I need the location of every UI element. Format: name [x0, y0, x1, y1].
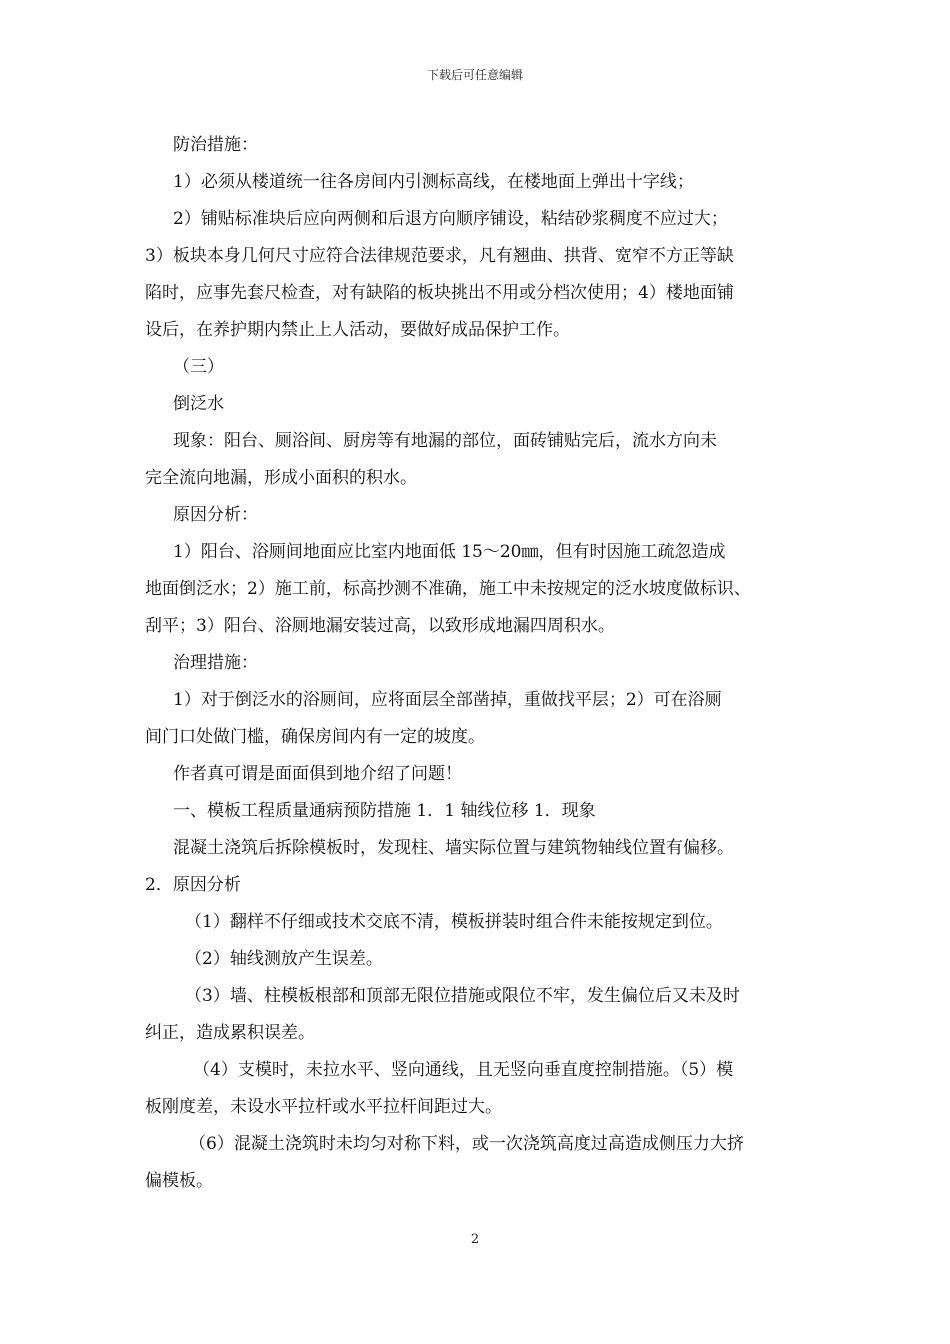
paragraph-line: 偏模板。: [145, 1171, 213, 1191]
paragraph-line: （6）混凝土浇筑时未均匀对称下料，或一次浇筑高度过高造成侧压力大挤: [189, 1134, 744, 1154]
paragraph-line: 一、模板工程质量通病预防措施 1．1 轴线位移 1．现象: [173, 801, 596, 821]
paragraph-line: 1）对于倒泛水的浴厕间，应将面层全部凿掉，重做找平层；2）可在浴厕: [173, 690, 722, 710]
paragraph-line: （2）轴线测放产生误差。: [185, 949, 383, 969]
paragraph-line: 治理措施：: [173, 653, 258, 673]
paragraph-line: 混凝土浇筑后拆除模板时，发现柱、墙实际位置与建筑物轴线位置有偏移。: [173, 838, 734, 858]
paragraph-line: 2）铺贴标准块后应向两侧和后退方向顺序铺设，粘结砂浆稠度不应过大；: [173, 209, 728, 229]
paragraph-line: 间门口处做门槛，确保房间内有一定的坡度。: [145, 727, 485, 747]
paragraph-line: 防治措施：: [173, 135, 258, 155]
paragraph-line: 板刚度差，未设水平拉杆或水平拉杆间距过大。: [145, 1097, 502, 1117]
paragraph-line: （3）墙、柱模板根部和顶部无限位措施或限位不牢，发生偏位后又未及时: [185, 986, 740, 1006]
paragraph-line: 2．原因分析: [145, 875, 241, 895]
paragraph-line: （4）支模时，未拉水平、竖向通线，且无竖向垂直度控制措施。（5）模: [193, 1060, 734, 1080]
paragraph-line: 原因分析：: [173, 505, 258, 525]
paragraph-line: 现象：阳台、厕浴间、厨房等有地漏的部位，面砖铺贴完后，流水方向未: [173, 431, 717, 451]
page-header-note: 下载后可任意编辑: [426, 68, 523, 82]
section-heading: （三）: [173, 357, 224, 377]
paragraph-line: 1）阳台、浴厕间地面应比室内地面低 15～20㎜，但有时因施工疏忽造成: [173, 542, 726, 562]
paragraph-line: 设后，在养护期内禁止上人活动，要做好成品保护工作。: [145, 320, 570, 340]
page-number: 2: [470, 1232, 480, 1247]
document-body: [145, 127, 817, 1200]
paragraph-line: 作者真可谓是面面俱到地介绍了问题！: [173, 764, 462, 784]
section-title: 倒泛水: [173, 394, 224, 414]
paragraph-line: 地面倒泛水；2）施工前，标高抄测不准确，施工中未按规定的泛水坡度做标识、: [145, 579, 751, 599]
paragraph-line: 陷时，应事先套尺检查，对有缺陷的板块挑出不用或分档次使用；4）楼地面铺: [145, 283, 734, 303]
paragraph-line: （1）翻样不仔细或技术交底不清，模板拼装时组合件未能按规定到位。: [185, 912, 723, 932]
paragraph-line: 完全流向地漏，形成小面积的积水。: [145, 468, 417, 488]
paragraph-line: 1）必须从楼道统一往各房间内引测标高线，在楼地面上弹出十字线；: [173, 172, 694, 192]
paragraph-line: 3）板块本身几何尺寸应符合法律规范要求，凡有翘曲、拱背、宽窄不方正等缺: [145, 246, 734, 266]
paragraph-line: 纠正，造成累积误差。: [145, 1023, 315, 1043]
paragraph-line: 刮平；3）阳台、浴厕地漏安装过高，以致形成地漏四周积水。: [145, 616, 615, 636]
